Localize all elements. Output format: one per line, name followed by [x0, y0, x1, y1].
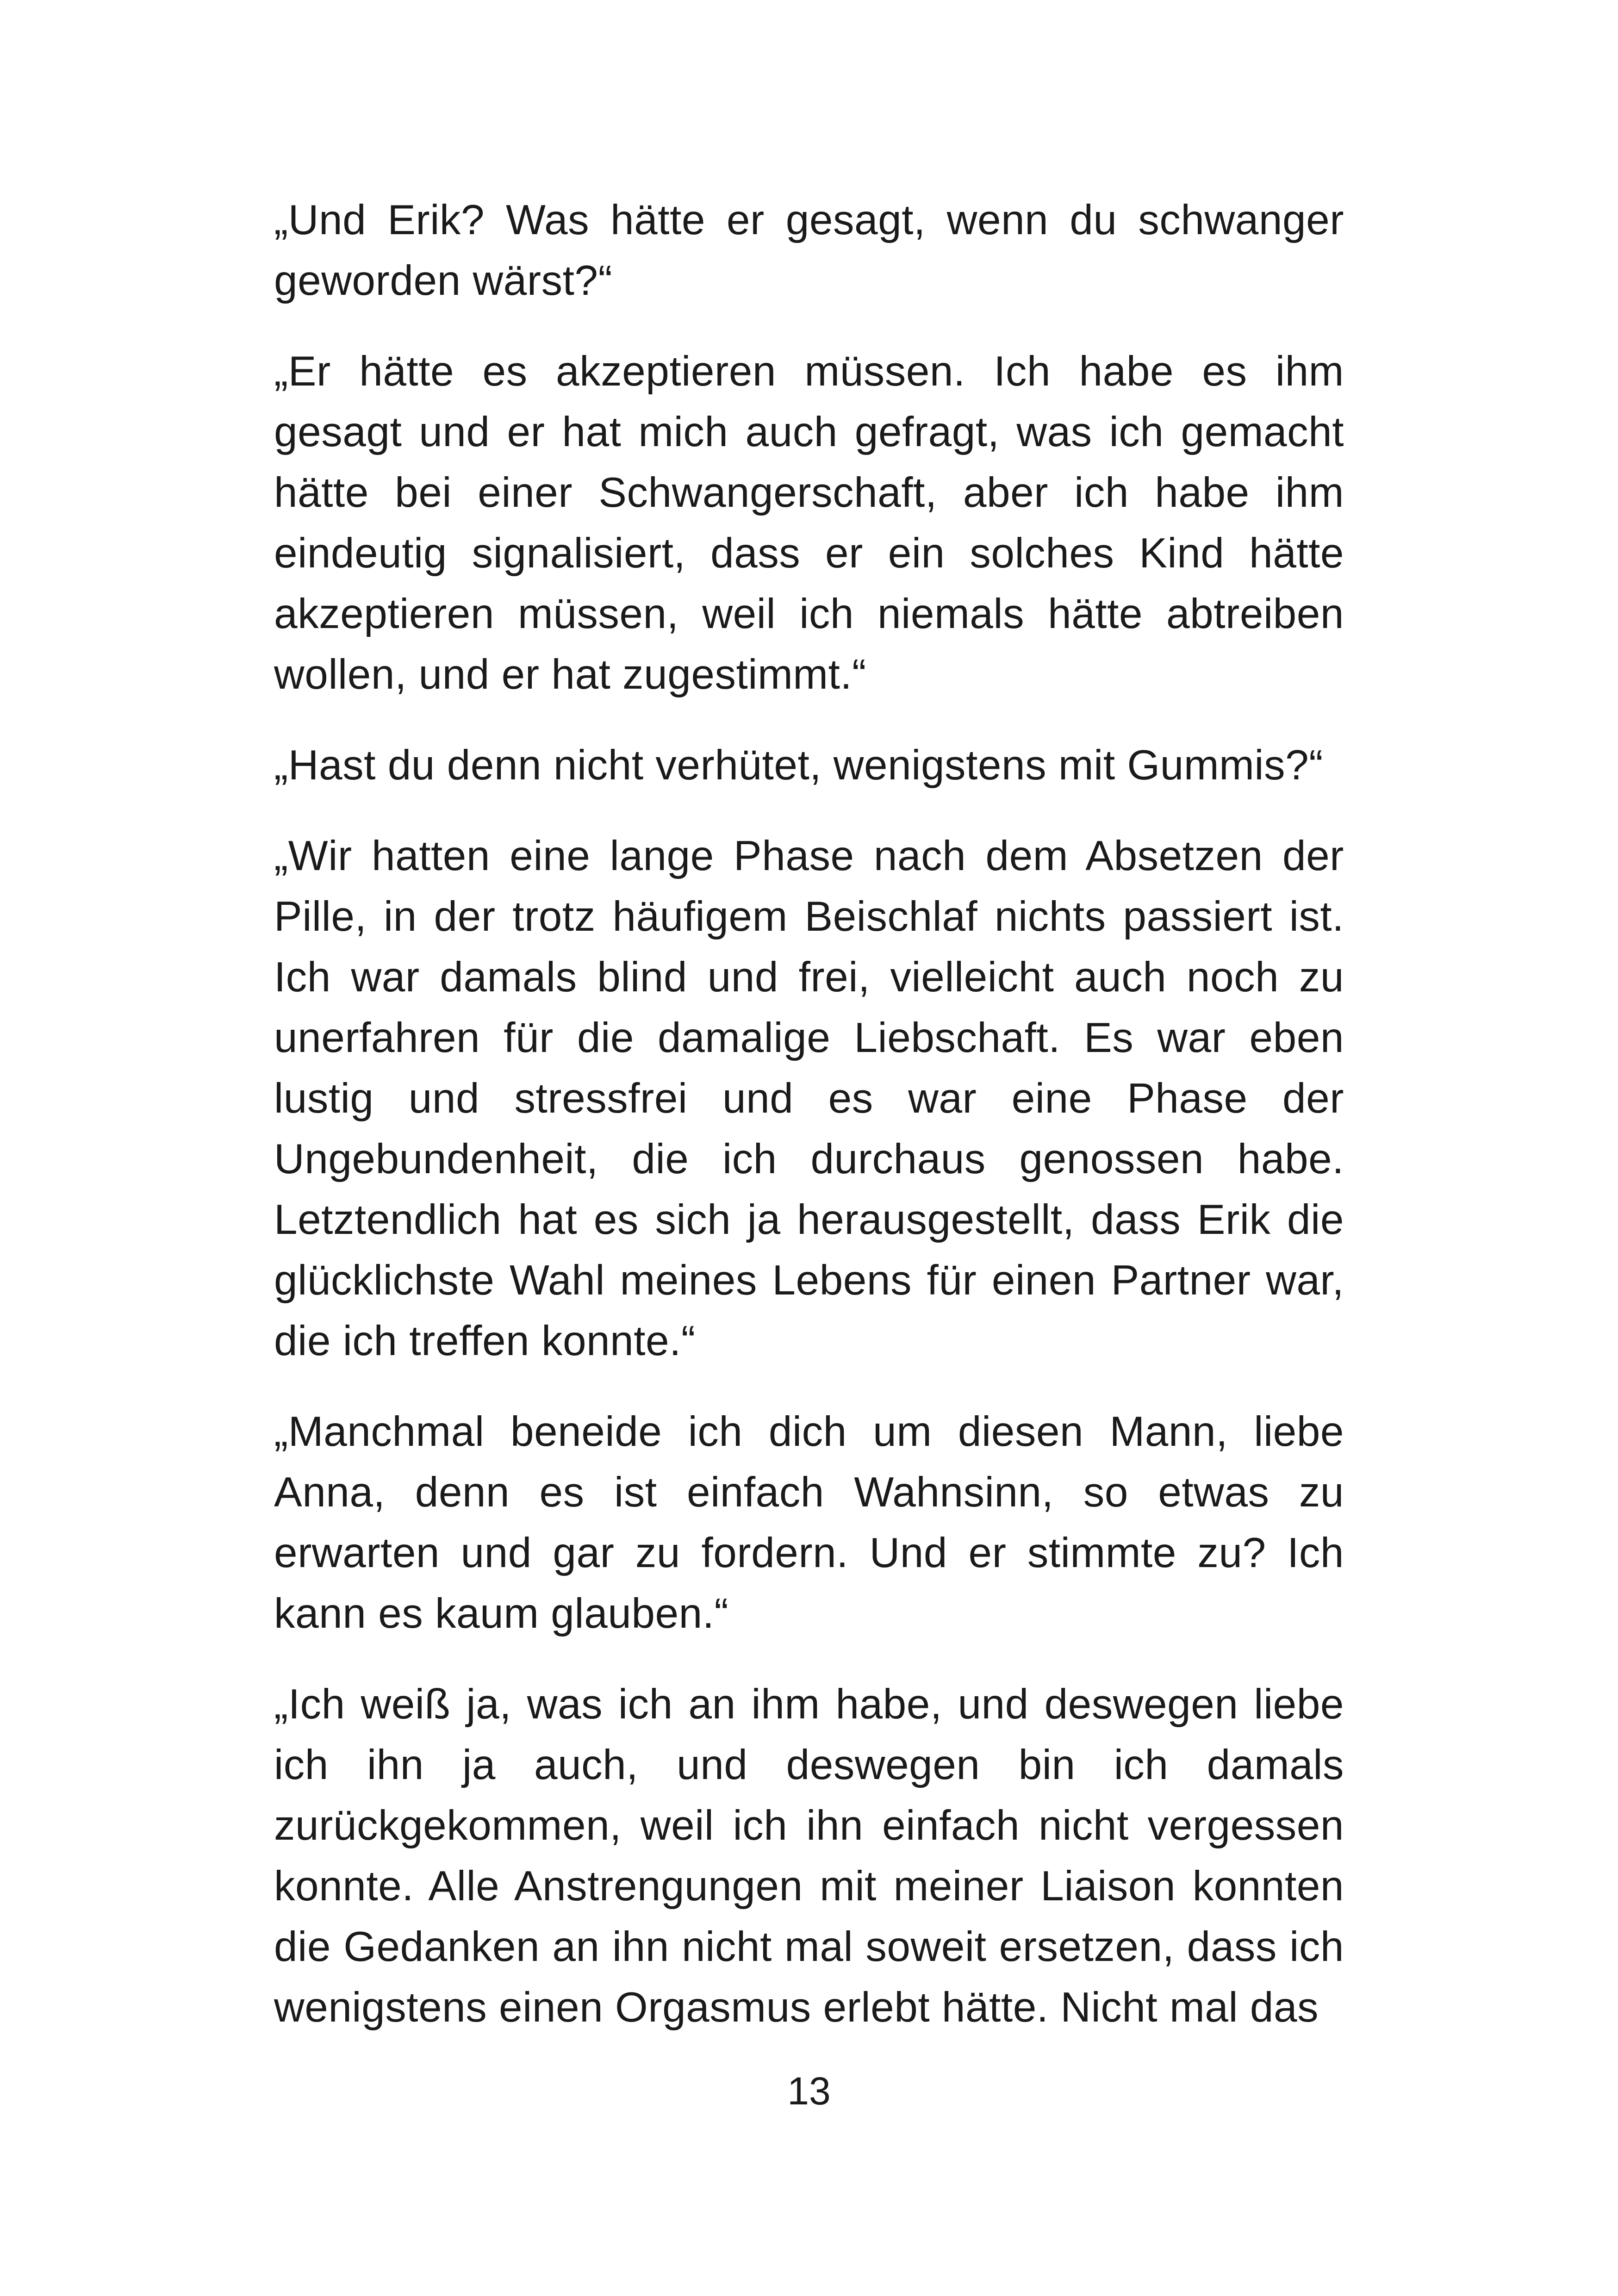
- paragraph-3: „Hast du denn nicht verhütet, wenigstens mit Gummis?“: [274, 742, 1324, 789]
- page-number: 13: [787, 2069, 831, 2113]
- paragraph-5: „Manchmal beneide ich dich um diesen Mann, liebe Anna, denn es ist einfach Wahnsinn, so etwas zu erwarten und gar zu fordern. Und er stimmte zu? Ich kann es kaum glauben.“: [274, 1408, 1344, 1637]
- paragraph-4: „Wir hatten eine lange Phase nach dem Absetzen der Pille, in der trotz häufigem Beischlaf nichts passiert ist. Ich war damals blind und frei, vielleicht auch noch zu unerfahren für die damalige Liebschaft. Es war eben lustig und stressfrei und es war eine Phase der Ungebundenheit, die ich durchaus genossen habe. Letztendlich hat es sich ja herausgestellt, dass Erik die glücklichste Wahl meines Lebens für einen Partner war, die ich treffen konnte.“: [274, 833, 1344, 1364]
- paragraph-6: „Ich weiß ja, was ich an ihm habe, und deswegen liebe ich ihn ja auch, und deswegen bin ich damals zurückgekommen, weil ich ihn einfach nicht vergessen konnte. Alle Anstrengungen mit meiner Liaison konnten die Gedanken an ihn nicht mal soweit ersetzen, dass ich wenigstens einen Orgasmus erlebt hätte. Nicht mal das: [274, 1681, 1344, 2031]
- paragraph-1: „Und Erik? Was hätte er gesagt, wenn du schwanger geworden wärst?“: [274, 197, 1344, 304]
- paragraph-2: „Er hätte es akzeptieren müssen. Ich habe es ihm gesagt und er hat mich auch gefragt, was ich gemacht hätte bei einer Schwangerschaft, aber ich habe ihm eindeutig signalisiert, dass er ein solches Kind hätte akzeptieren müssen, weil ich niemals hätte abtreiben wollen, und er hat zugestimmt.“: [274, 348, 1344, 698]
- page-body: [274, 190, 1344, 2068]
